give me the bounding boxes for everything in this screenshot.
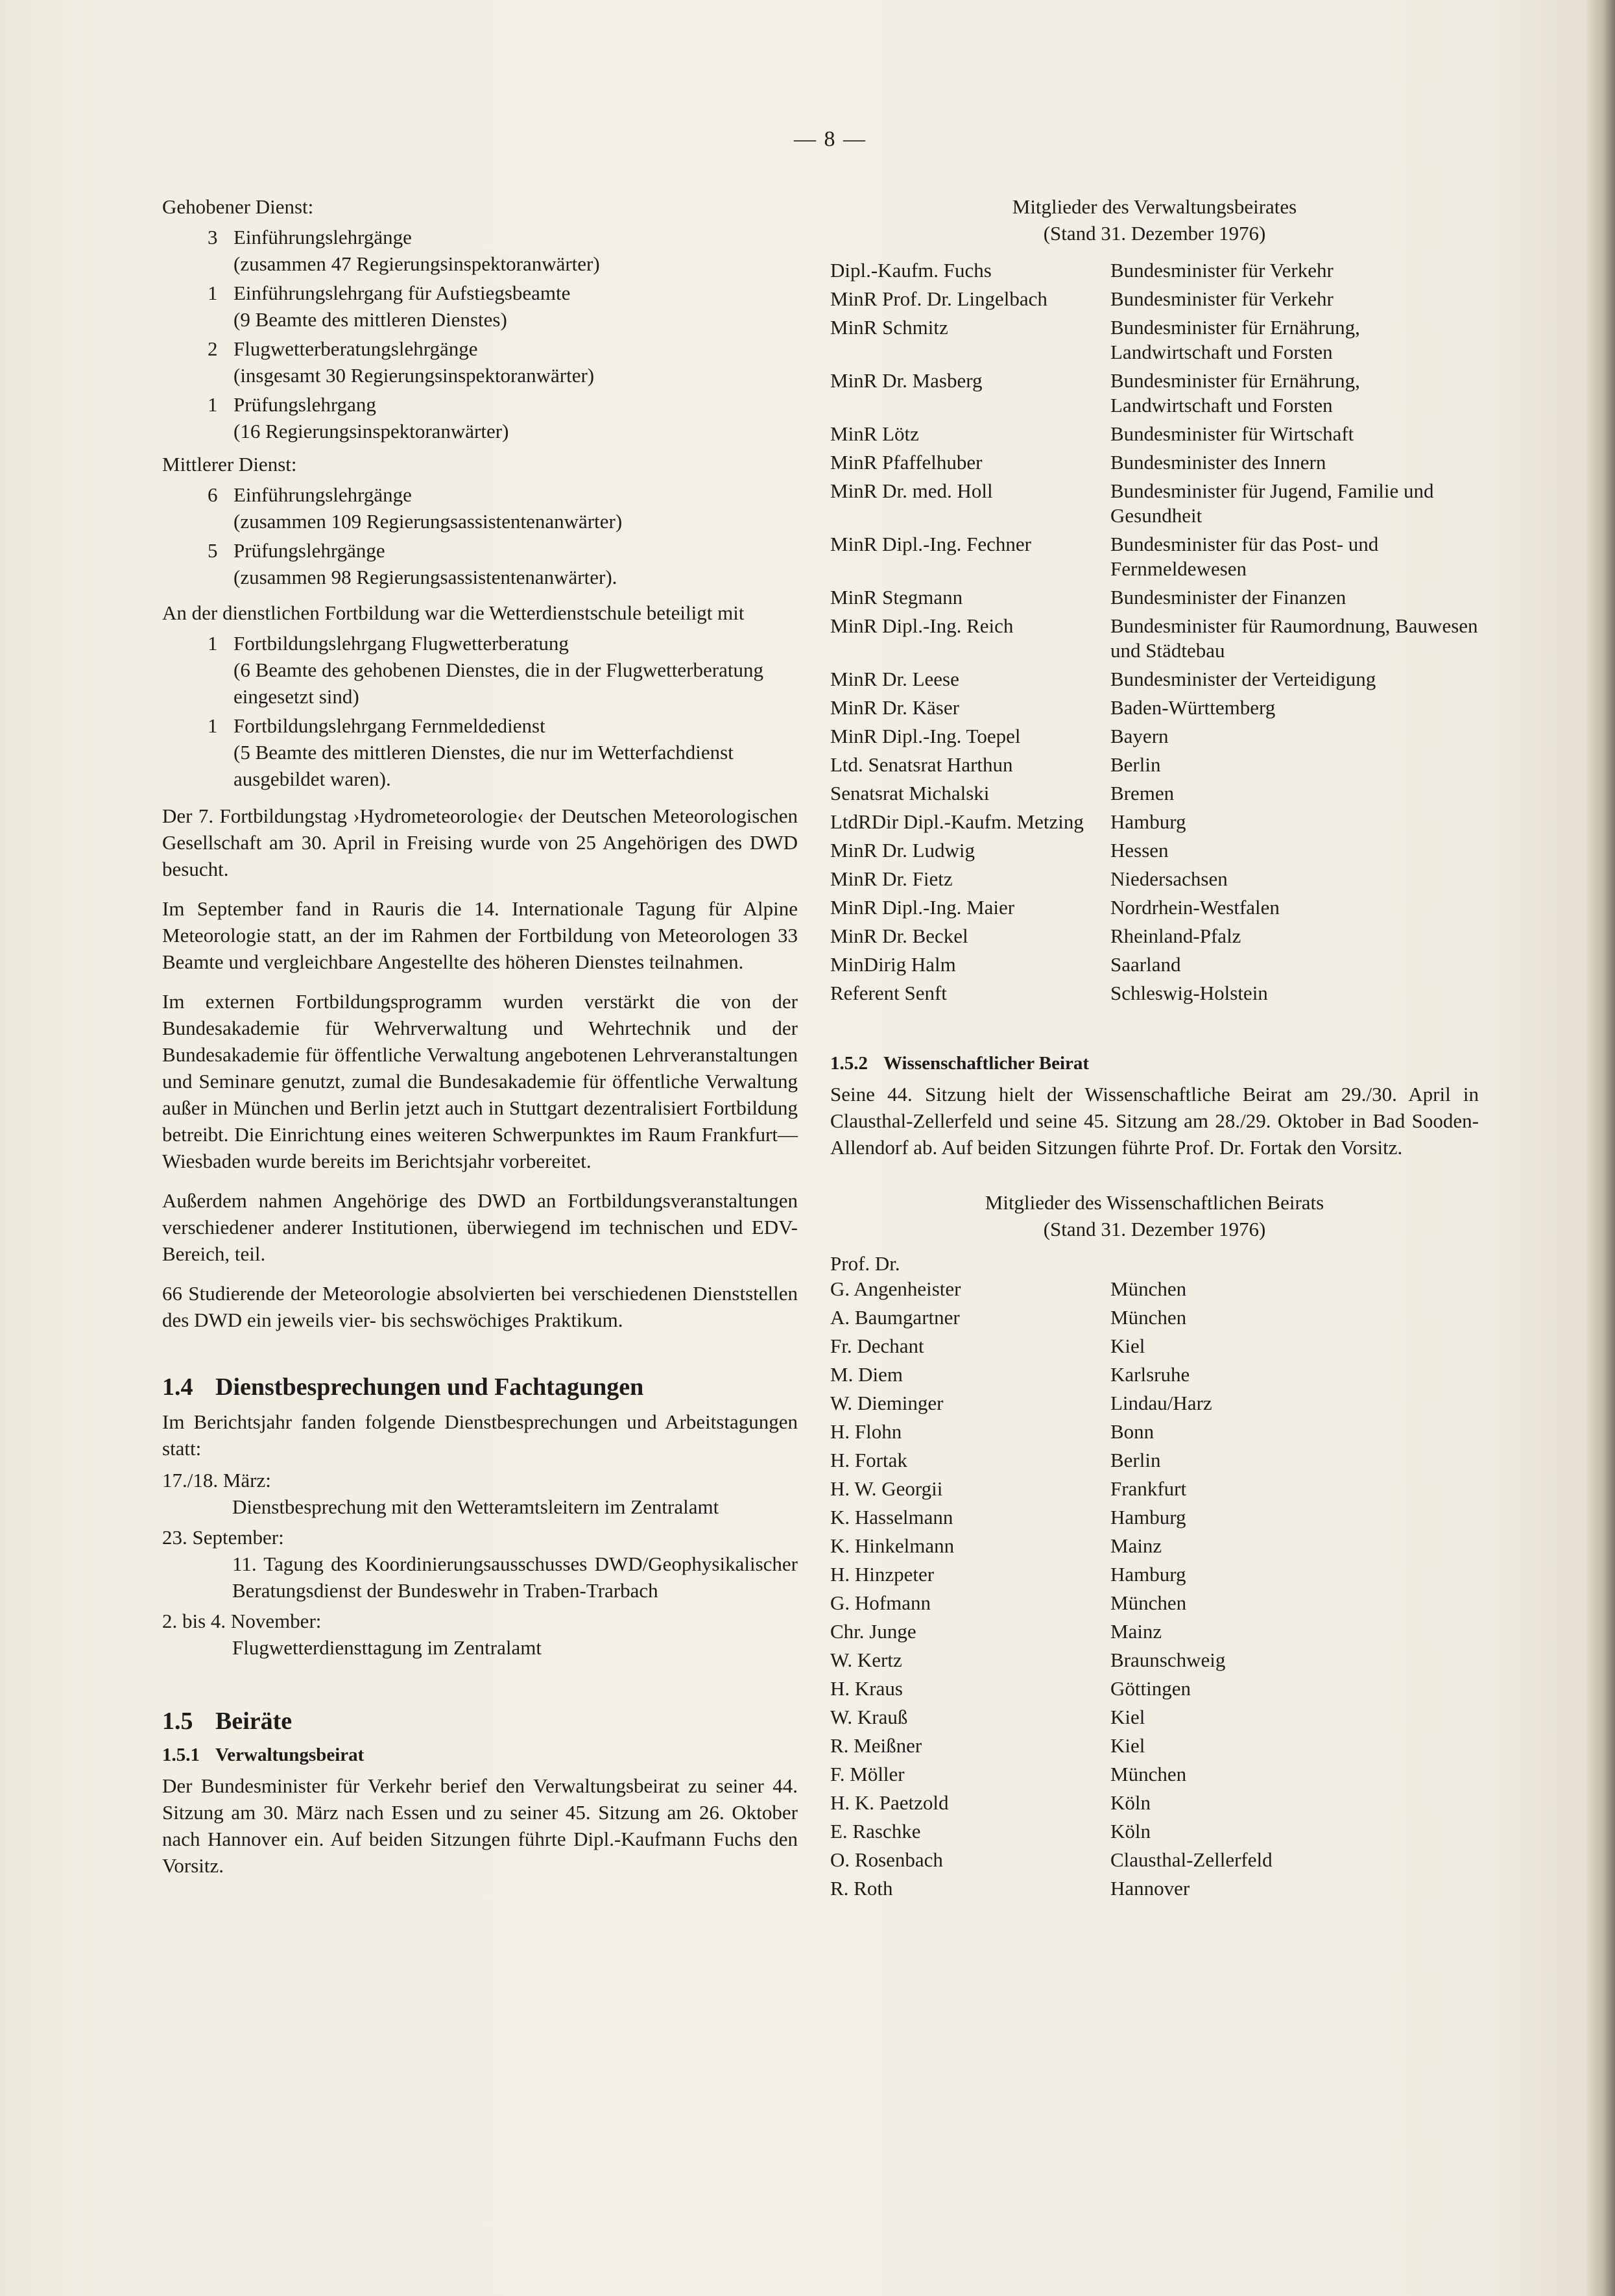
member-org: Bayern <box>1110 725 1169 747</box>
section-1-4-heading <box>162 1372 798 1402</box>
table-row <box>830 1762 1479 1791</box>
section-title: Dienstbesprechungen und Fachtagungen <box>215 1373 644 1401</box>
item-line: Einführungslehrgänge <box>233 226 412 248</box>
wb-prefix: Prof. Dr. <box>830 1252 900 1275</box>
member-name: MinR Dipl.-Ing. Maier <box>830 896 1015 919</box>
item-count: 2 <box>208 337 218 360</box>
meeting-text: Flugwetterdiensttagung im Zentralamt <box>232 1636 542 1659</box>
gehoben-list <box>162 224 798 444</box>
item-count: 3 <box>208 226 218 248</box>
section-title: Beiräte <box>215 1708 293 1735</box>
table-row <box>830 532 1479 585</box>
gehoben-label: Gehobener Dienst: <box>162 195 314 218</box>
member-org: Bundesminister für das Post- und Fernmeldewesen <box>1110 533 1379 580</box>
member-city: München <box>1110 1591 1187 1614</box>
member-city: Köln <box>1110 1791 1151 1814</box>
wb-members-table <box>830 1277 1479 1905</box>
section-1-5-1-text: Der Bundesminister für Verkehr berief den Verwaltungsbeirat zu seiner 44. Sitzung am 30. März nach Essen und zu seiner 45. Sitzung am 26. Oktober nach Hannover ein. Auf beiden Sitzungen führte Dipl.-Kaufmann Fuchs den Vorsitz. <box>162 1774 798 1877</box>
table-row <box>830 1591 1479 1619</box>
table-row <box>830 1448 1479 1477</box>
member-org: Bremen <box>1110 782 1175 804</box>
member-city: Bonn <box>1110 1420 1154 1443</box>
member-name: Dipl.-Kaufm. Fuchs <box>830 259 992 282</box>
member-name: MinR Dipl.-Ing. Fechner <box>830 533 1031 555</box>
meeting-item <box>162 1524 798 1604</box>
section-number: 1.5.2 <box>830 1053 868 1074</box>
member-city: München <box>1110 1277 1187 1300</box>
member-name: A. Baumgartner <box>830 1306 960 1329</box>
member-city: Clausthal-Zellerfeld <box>1110 1848 1273 1871</box>
member-name: MinR Pfaffelhuber <box>830 451 983 474</box>
table-row <box>830 952 1479 981</box>
table-row <box>830 1420 1479 1448</box>
table-row <box>830 724 1479 753</box>
member-name: G. Angenheister <box>830 1277 961 1300</box>
list-item <box>162 630 798 710</box>
item-line: (16 Regierungsinspektoranwärter) <box>233 420 509 442</box>
item-line: (zusammen 109 Regierungsassistentenanwärter) <box>233 510 623 533</box>
item-line: Prüfungslehrgang <box>233 393 376 416</box>
member-city: Göttingen <box>1110 1677 1191 1700</box>
member-city: Mainz <box>1110 1534 1162 1557</box>
table-row <box>830 781 1479 810</box>
table-row <box>830 1619 1479 1648</box>
member-city: Mainz <box>1110 1620 1162 1643</box>
meeting-item <box>162 1467 798 1520</box>
member-city: Hannover <box>1110 1877 1190 1900</box>
member-name: Fr. Dechant <box>830 1335 924 1357</box>
paragraph: 66 Studierende der Meteorologie absolvierten bei verschiedenen Dienststellen des DWD ein jeweils vier- bis sechswöchiges Praktikum. <box>162 1282 798 1331</box>
member-name: M. Diem <box>830 1363 903 1386</box>
item-text <box>233 712 798 792</box>
member-name: MinR Stegmann <box>830 586 963 609</box>
member-name: W. Krauß <box>830 1706 908 1728</box>
member-name: MinR Dr. Fietz <box>830 867 953 890</box>
member-name: MinR Dr. med. Holl <box>830 479 993 502</box>
member-city: Lindau/Harz <box>1110 1392 1212 1414</box>
member-city: Kiel <box>1110 1335 1145 1357</box>
vb-members-table <box>830 258 1479 1009</box>
member-name: MinR Dr. Käser <box>830 696 959 719</box>
member-city: Frankfurt <box>1110 1477 1187 1500</box>
item-line: Fortbildungslehrgang Flugwetterberatung <box>233 632 569 655</box>
section-number: 1.5 <box>162 1708 193 1735</box>
left-paragraphs <box>162 803 798 1333</box>
wb-heading-line2: (Stand 31. Dezember 1976) <box>1043 1218 1266 1240</box>
section-title: Verwaltungsbeirat <box>215 1745 365 1765</box>
table-row <box>830 369 1479 422</box>
member-name: F. Möller <box>830 1763 905 1785</box>
left-column <box>162 193 798 1892</box>
item-line: (6 Beamte des gehobenen Dienstes, die in der Flugwetterberatung eingesetzt sind) <box>233 659 763 708</box>
item-line: (zusammen 98 Regierungsassistentenanwärter). <box>233 566 617 588</box>
page-number: — 8 — <box>794 127 867 151</box>
item-count: 1 <box>208 714 218 737</box>
table-row <box>830 614 1479 667</box>
member-name: G. Hofmann <box>830 1591 931 1614</box>
fortbildung-intro: An der dienstlichen Fortbildung war die Wetterdienstschule beteiligt mit <box>162 601 745 624</box>
member-name: H. Flohn <box>830 1420 902 1443</box>
mittel-label: Mittlerer Dienst: <box>162 453 297 476</box>
meeting-date: 23. September: <box>162 1526 284 1549</box>
table-row <box>830 1362 1479 1391</box>
table-row <box>830 585 1479 614</box>
member-name: MinR Dipl.-Ing. Reich <box>830 614 1014 637</box>
table-row <box>830 1534 1479 1562</box>
item-text <box>233 630 798 710</box>
member-name: MinR Prof. Dr. Lingelbach <box>830 287 1047 310</box>
table-row <box>830 1334 1479 1362</box>
item-line: Einführungslehrgang für Aufstiegsbeamte <box>233 282 571 304</box>
section-1-5-2-text: Seine 44. Sitzung hielt der Wissenschaftliche Beirat am 29./30. April in Clausthal-Zellerfeld und seine 45. Sitzung am 28./29. Oktober in Bad Sooden-Allendorf ab. Auf beiden Sitzungen führte Prof. Dr. Fortak den Vorsitz. <box>830 1083 1479 1159</box>
meeting-list <box>162 1467 798 1661</box>
member-city: Hamburg <box>1110 1506 1186 1529</box>
mittel-list <box>162 481 798 590</box>
member-org: Bundesminister des Innern <box>1110 451 1326 474</box>
section-number: 1.5.1 <box>162 1745 200 1765</box>
table-row <box>830 1676 1479 1705</box>
member-city: Braunschweig <box>1110 1649 1226 1671</box>
table-row <box>830 1791 1479 1819</box>
member-city: Berlin <box>1110 1449 1161 1471</box>
section-1-5-heading <box>162 1706 798 1736</box>
member-name: MinDirig Halm <box>830 953 956 976</box>
item-count: 1 <box>208 632 218 655</box>
table-row <box>830 667 1479 695</box>
section-1-5-1-heading <box>162 1743 798 1767</box>
item-line: Flugwetterberatungslehrgänge <box>233 337 478 360</box>
table-row <box>830 1505 1479 1534</box>
table-row <box>830 1277 1479 1305</box>
table-row <box>830 1876 1479 1905</box>
table-row <box>830 1848 1479 1876</box>
section-1-5-2-heading <box>830 1051 1479 1076</box>
paragraph: Der 7. Fortbildungstag ›Hydrometeorologie‹ der Deutschen Meteorologischen Gesellschaft am 30. April in Freising wurde von 25 Angehörigen des DWD besucht. <box>162 804 798 880</box>
item-text <box>233 335 798 389</box>
member-name: MinR Dr. Ludwig <box>830 839 975 862</box>
member-org: Rheinland-Pfalz <box>1110 924 1241 947</box>
table-row <box>830 287 1479 315</box>
wb-heading-line1: Mitglieder des Wissenschaftlichen Beirats <box>985 1191 1324 1214</box>
member-org: Hamburg <box>1110 810 1186 833</box>
item-text <box>233 224 798 277</box>
paragraph: Außerdem nahmen Angehörige des DWD an Fortbildungsveranstaltungen verschiedener anderer Institutionen, überwiegend im technischen und EDV-Bereich, teil. <box>162 1189 798 1265</box>
item-text <box>233 481 798 535</box>
table-row <box>830 1391 1479 1420</box>
section-title: Wissenschaftlicher Beirat <box>883 1053 1090 1074</box>
section-number: 1.4 <box>162 1373 193 1401</box>
list-item <box>162 335 798 389</box>
member-name: K. Hinkelmann <box>830 1534 955 1557</box>
table-row <box>830 1648 1479 1676</box>
member-name: MinR Dr. Leese <box>830 668 959 690</box>
member-org: Bundesminister der Verteidigung <box>1110 668 1376 690</box>
right-column <box>830 193 1479 1905</box>
member-name: K. Hasselmann <box>830 1506 953 1529</box>
member-city: Kiel <box>1110 1734 1145 1757</box>
member-org: Bundesminister der Finanzen <box>1110 586 1346 609</box>
member-name: H. Kraus <box>830 1677 903 1700</box>
member-org: Bundesminister für Verkehr <box>1110 287 1334 310</box>
vb-heading-line2: (Stand 31. Dezember 1976) <box>1043 222 1266 245</box>
member-name: H. Fortak <box>830 1449 907 1471</box>
item-line: Prüfungslehrgänge <box>233 539 385 562</box>
member-name: Chr. Junge <box>830 1620 916 1643</box>
member-name: Ltd. Senatsrat Harthun <box>830 753 1013 776</box>
meeting-text: 11. Tagung des Koordinierungsausschusses DWD/Geophysikalischer Beratungsdienst der Bundeswehr in Traben-Trarbach <box>232 1553 798 1602</box>
member-org: Bundesminister für Ernährung, Landwirtschaft und Forsten <box>1110 369 1360 417</box>
table-row <box>830 924 1479 952</box>
list-item <box>162 537 798 590</box>
table-row <box>830 753 1479 781</box>
member-name: H. Hinzpeter <box>830 1563 935 1586</box>
member-name: R. Meißner <box>830 1734 922 1757</box>
item-text <box>233 537 798 590</box>
member-name: W. Dieminger <box>830 1392 944 1414</box>
member-city: München <box>1110 1763 1187 1785</box>
list-item <box>162 224 798 277</box>
member-org: Schleswig-Holstein <box>1110 982 1268 1004</box>
member-name: E. Raschke <box>830 1820 921 1843</box>
member-org: Hessen <box>1110 839 1169 862</box>
member-org: Baden-Württemberg <box>1110 696 1276 719</box>
table-row <box>830 695 1479 724</box>
member-org: Nordrhein-Westfalen <box>1110 896 1280 919</box>
item-count: 1 <box>208 393 218 416</box>
list-item <box>162 712 798 792</box>
table-row <box>830 867 1479 895</box>
table-row <box>830 315 1479 369</box>
item-line: (9 Beamte des mittleren Dienstes) <box>233 308 507 331</box>
meeting-date: 2. bis 4. November: <box>162 1610 322 1632</box>
meeting-item <box>162 1608 798 1661</box>
list-item <box>162 280 798 333</box>
member-city: Hamburg <box>1110 1563 1186 1586</box>
paragraph: Im September fand in Rauris die 14. Internationale Tagung für Alpine Meteorologie statt, an der im Rahmen der Fortbildung von Meteorologen 33 Beamte und vergleichbare Angestellte des höheren Dienstes teilnahmen. <box>162 897 798 973</box>
member-name: Senatsrat Michalski <box>830 782 990 804</box>
member-org: Bundesminister für Ernährung, Landwirtschaft und Forsten <box>1110 316 1360 363</box>
member-org: Bundesminister für Raumordnung, Bauwesen und Städtebau <box>1110 614 1478 662</box>
member-name: Referent Senft <box>830 982 947 1004</box>
member-name: MinR Schmitz <box>830 316 948 339</box>
table-row <box>830 258 1479 287</box>
member-org: Bundesminister für Jugend, Familie und Gesundheit <box>1110 479 1434 527</box>
member-city: Karlsruhe <box>1110 1363 1190 1386</box>
list-item <box>162 391 798 444</box>
item-line: Fortbildungslehrgang Fernmeldedienst <box>233 714 545 737</box>
paragraph: Im externen Fortbildungsprogramm wurden verstärkt die von der Bundesakademie für Wehrverwaltung und Wehrtechnik und der Bundesakademie für öffentliche Verwaltung angebotenen Lehrveranstaltungen und Seminare genutzt, zumal die Bundesakademie für öffentliche Verwaltung außer in München und Berlin jetzt auch in Stuttgart dezentralisiert Fortbildung betreibt. Die Einrichtung eines weiteren Schwerpunktes im Raum Frankfurt—Wiesbaden wurde bereits im Berichtsjahr vorbereitet. <box>162 990 798 1172</box>
table-row <box>830 450 1479 479</box>
item-line: (zusammen 47 Regierungsinspektoranwärter) <box>233 252 600 275</box>
item-text <box>233 391 798 444</box>
table-row <box>830 1819 1479 1848</box>
meeting-date: 17./18. März: <box>162 1469 271 1492</box>
member-name: MinR Lötz <box>830 422 919 445</box>
member-name: MinR Dr. Beckel <box>830 924 968 947</box>
item-count: 1 <box>208 282 218 304</box>
table-row <box>830 1477 1479 1505</box>
table-row <box>830 838 1479 867</box>
meeting-text: Dienstbesprechung mit den Wetteramtsleitern im Zentralamt <box>232 1495 719 1518</box>
item-line: Einführungslehrgänge <box>233 483 412 506</box>
table-row <box>830 1562 1479 1591</box>
table-row <box>830 810 1479 838</box>
table-row <box>830 422 1479 450</box>
member-city: München <box>1110 1306 1187 1329</box>
member-name: R. Roth <box>830 1877 893 1900</box>
table-row <box>830 1305 1479 1334</box>
table-row <box>830 1734 1479 1762</box>
member-org: Bundesminister für Wirtschaft <box>1110 422 1354 445</box>
section-1-4-intro: Im Berichtsjahr fanden folgende Dienstbesprechungen und Arbeitstagungen statt: <box>162 1410 798 1460</box>
list-item <box>162 481 798 535</box>
member-org: Niedersachsen <box>1110 867 1228 890</box>
item-count: 5 <box>208 539 218 562</box>
table-row <box>830 981 1479 1009</box>
member-org: Bundesminister für Verkehr <box>1110 259 1334 282</box>
table-row <box>830 479 1479 532</box>
member-name: H. K. Paetzold <box>830 1791 949 1814</box>
member-name: H. W. Georgii <box>830 1477 943 1500</box>
member-name: MinR Dr. Masberg <box>830 369 983 392</box>
table-row <box>830 1705 1479 1734</box>
member-city: Kiel <box>1110 1706 1145 1728</box>
item-line: (5 Beamte des mittleren Dienstes, die nur im Wetterfachdienst ausgebildet waren). <box>233 741 734 790</box>
item-text <box>233 280 798 333</box>
item-line: (insgesamt 30 Regierungsinspektoranwärter) <box>233 364 595 387</box>
item-count: 6 <box>208 483 218 506</box>
table-row <box>830 895 1479 924</box>
member-org: Berlin <box>1110 753 1161 776</box>
vb-heading-line1: Mitglieder des Verwaltungsbeirates <box>1012 195 1297 218</box>
member-name: O. Rosenbach <box>830 1848 943 1871</box>
member-org: Saarland <box>1110 953 1181 976</box>
member-name: LtdRDir Dipl.-Kaufm. Metzing <box>830 810 1084 833</box>
member-city: Köln <box>1110 1820 1151 1843</box>
fortbildung-list <box>162 630 798 792</box>
member-name: MinR Dipl.-Ing. Toepel <box>830 725 1021 747</box>
member-name: W. Kertz <box>830 1649 902 1671</box>
